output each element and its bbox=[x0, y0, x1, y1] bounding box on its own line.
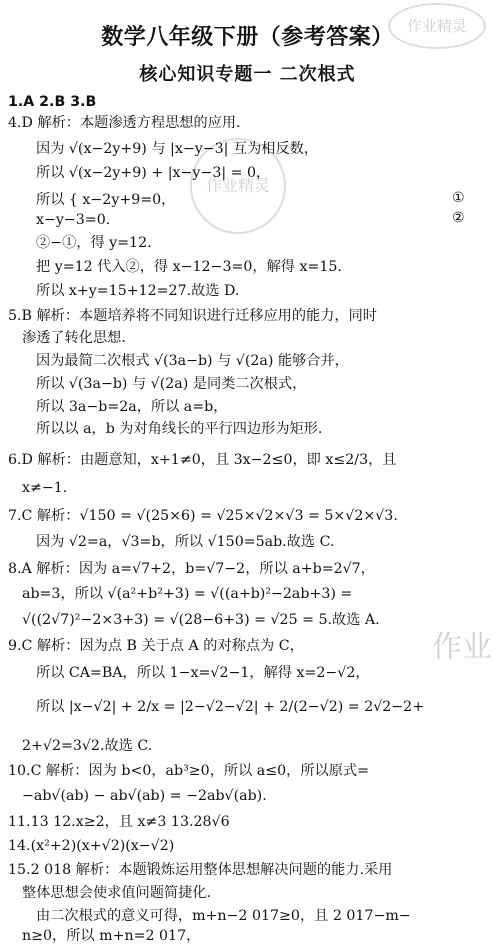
answer-line: −ab√(ab) − ab√(ab) = −2ab√(ab). bbox=[22, 788, 267, 804]
watermark-stamp: 作业精灵 bbox=[190, 138, 286, 234]
answer-line: 10.C 解析：因为 b<0，ab³≥0，所以 a≤0，所以原式= bbox=[8, 763, 369, 779]
watermark-stamp: 作业 bbox=[432, 630, 492, 665]
answer-line: 所以 3a−b=2a，所以 a=b， bbox=[36, 399, 228, 415]
answer-line: √((2√7)²−2×3+3) = √(28−6+3) = √25 = 5.故选 A. bbox=[22, 612, 380, 628]
answer-line: 所以 CA=BA，所以 1−x=√2−1，解得 x=2−√2， bbox=[36, 665, 370, 681]
answer-line: 所以 x+y=15+12=27.故选 D. bbox=[36, 283, 240, 299]
answer-line: 渗透了转化思想. bbox=[22, 330, 126, 346]
answer-line: 8.A 解析：因为 a=√7+2，b=√7−2，所以 a+b=2√7， bbox=[8, 561, 375, 577]
answer-line: 因为 √2=a，√3=b，所以 √150=5ab.故选 C. bbox=[36, 534, 335, 550]
answer-line: 所以 √(3a−b) 与 √(2a) 是同类二次根式， bbox=[36, 376, 307, 392]
answer-line: x≠−1. bbox=[22, 480, 68, 496]
answer-line: 所以 |x−√2| + 2/x = |2−√2−√2| + 2/(2−√2) = 2√2−2+ bbox=[36, 699, 425, 715]
answer-line: x−y−3=0. bbox=[36, 212, 111, 228]
answer-line: 所以 { x−2y+9=0， bbox=[36, 192, 176, 208]
answer-line: 1.A 2.B 3.B bbox=[8, 94, 97, 110]
answer-line: 所以 √(x−2y+9) + |x−y−3| = 0， bbox=[36, 165, 271, 181]
answer-line: 因为最简二次根式 √(3a−b) 与 √(2a) 能够合并， bbox=[36, 353, 349, 369]
answer-line: n≥0，所以 m+n=2 017， bbox=[22, 928, 201, 944]
answer-line: 4.D 解析：本题渗透方程思想的应用. bbox=[8, 115, 241, 131]
answer-line: 5.B 解析：本题培养将不同知识进行迁移应用的能力，同时 bbox=[8, 308, 377, 324]
answer-line: 由二次根式的意义可得，m+n−2 017≥0，且 2 017−m− bbox=[36, 908, 411, 924]
answer-line: 11.13 12.x≥2，且 x≠3 13.28√6 bbox=[8, 814, 230, 830]
answer-line: 2+√2=3√2.故选 C. bbox=[22, 738, 153, 754]
answer-line: 15.2 018 解析：本题锻炼运用整体思想解决问题的能力.采用 bbox=[8, 862, 393, 878]
answer-line: 6.D 解析：由题意知，x+1≠0，且 3x−2≤0，即 x≤2/3，且 bbox=[8, 452, 397, 468]
answer-line: 7.C 解析：√150 = √(25×6) = √25×√2×√3 = 5×√2×√3. bbox=[8, 508, 398, 524]
answer-line: 因为 √(x−2y+9) 与 |x−y−3| 互为相反数， bbox=[36, 141, 319, 157]
answer-line: ab=3，所以 √(a²+b²+3) = √((a+b)²−2ab+3) = bbox=[22, 586, 353, 602]
answer-line: 所以以 a，b 为对角线长的平行四边形为矩形. bbox=[36, 421, 323, 437]
page-title: 数学八年级下册（参考答案） bbox=[101, 25, 394, 50]
watermark-stamp: 作业精灵 bbox=[388, 3, 486, 49]
answer-line: 把 y=12 代入②，得 x−12−3=0，解得 x=15. bbox=[36, 259, 342, 275]
answer-line: 整体思想会使求值问题简捷化. bbox=[22, 885, 211, 901]
equation-marker: ① bbox=[452, 190, 465, 206]
answer-line: 14.(x²+2)(x+√2)(x−√2) bbox=[8, 838, 175, 854]
equation-marker: ② bbox=[452, 210, 465, 226]
answer-line: ②−①，得 y=12. bbox=[36, 235, 152, 251]
answer-line: 9.C 解析：因为点 B 关于点 A 的对称点为 C， bbox=[8, 638, 304, 654]
section-title: 核心知识专题一 二次根式 bbox=[139, 64, 356, 85]
